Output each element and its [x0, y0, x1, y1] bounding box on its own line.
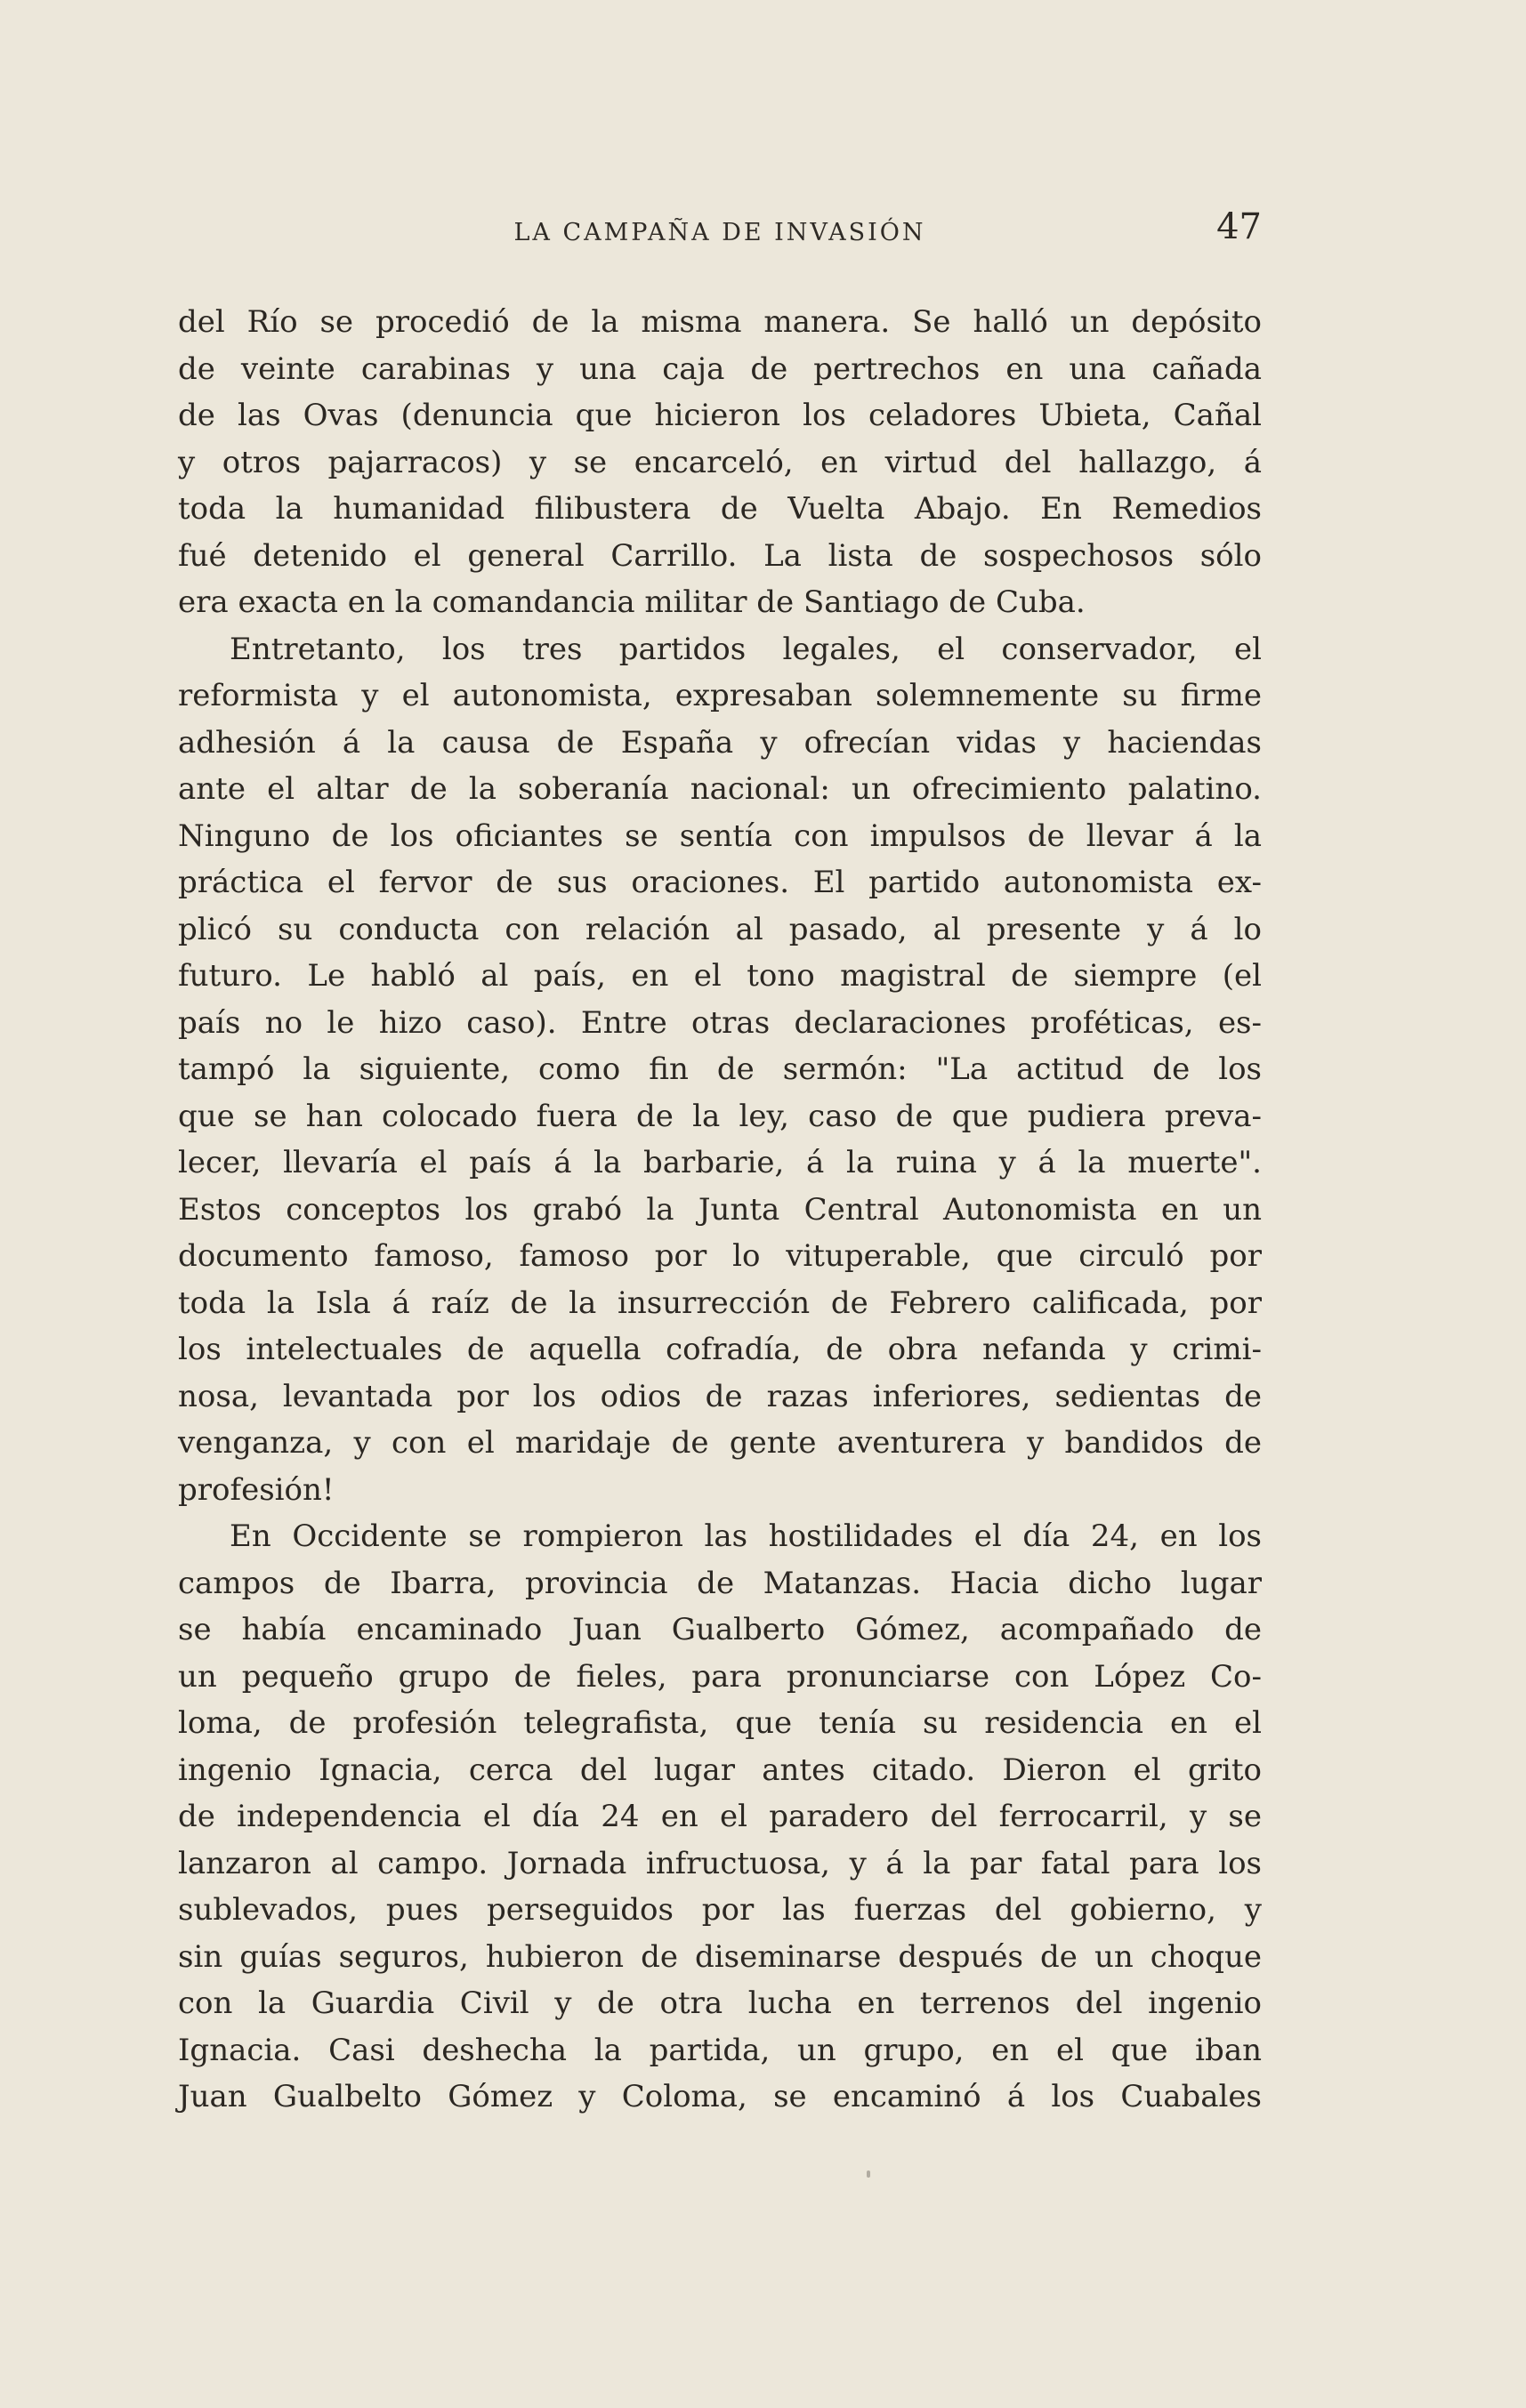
text-line: de las Ovas (denuncia que hicieron los celadores Ubieta, Cañal — [178, 398, 1262, 433]
text-line: Ignacia. Casi deshecha la partida, un grupo, en el que iban — [178, 2032, 1262, 2068]
paragraph — [178, 299, 1262, 626]
text-line: de veinte carabinas y una caja de pertrechos en una cañada — [178, 350, 1262, 387]
text-line: ingenio Ignacia, cerca del lugar antes citado. Dieron el grito — [178, 1752, 1262, 1788]
text-line: venganza, y con el maridaje de gente aventurera y bandidos de — [178, 1425, 1262, 1461]
paper-speck — [867, 2170, 870, 2178]
text-line: con la Guardia Civil y de otra lucha en terrenos del ingenio — [178, 1985, 1262, 2021]
text-line: que se han colocado fuera de la ley, caso de que pudiera preva- — [178, 1098, 1262, 1134]
text-line: lanzaron al campo. Jornada infructuosa, y á la par fatal para los — [178, 1845, 1262, 1881]
text-line: reformista y el autonomista, expresaban solemnemente su firme — [178, 678, 1262, 713]
text-line: Juan Gualbelto Gómez y Coloma, se encaminó á los Cuabales — [178, 2079, 1262, 2114]
page-number: 47 — [1216, 206, 1262, 247]
text-line: país no le hizo caso). Entre otras declaraciones proféticas, es- — [178, 1004, 1262, 1041]
text-line: era exacta en la comandancia militar de Santiago de Cuba. — [178, 584, 1086, 620]
page-header — [178, 206, 1262, 260]
paragraph — [178, 1513, 1262, 2121]
text-line: de independencia el día 24 en el paradero del ferrocarril, y se — [178, 1799, 1262, 1834]
text-line: fué detenido el general Carrillo. La lista de sospechosos sólo — [178, 537, 1262, 574]
body-text — [178, 299, 1262, 2121]
text-line: toda la Isla á raíz de la insurrección de Febrero calificada, por — [178, 1285, 1262, 1321]
text-line: documento famoso, famoso por lo vituperable, que circuló por — [178, 1238, 1262, 1274]
text-line: práctica el fervor de sus oraciones. El partido autonomista ex- — [178, 865, 1262, 900]
text-line: campos de Ibarra, provincia de Matanzas. Hacia dicho lugar — [178, 1565, 1262, 1601]
text-line: En Occidente se rompieron las hostilidades el día 24, en los — [230, 1518, 1262, 1554]
text-line: se había encaminado Juan Gualberto Gómez, acompañado de — [178, 1612, 1262, 1647]
text-line: lecer, llevaría el país á la barbarie, á la ruina y á la muerte". — [178, 1145, 1262, 1180]
text-line: nosa, levantada por los odios de razas inferiores, sedientas de — [178, 1378, 1262, 1414]
text-line: Estos conceptos los grabó la Junta Central Autonomista en un — [178, 1191, 1262, 1228]
text-line: loma, de profesión telegrafista, que tenía su residencia en el — [178, 1705, 1262, 1741]
text-line: adhesión á la causa de España y ofrecían vidas y haciendas — [178, 724, 1262, 761]
running-title: LA CAMPAÑA DE INVASIÓN — [513, 219, 926, 246]
text-line: sin guías seguros, hubieron de diseminarse después de un choque — [178, 1938, 1262, 1975]
text-line: los intelectuales de aquella cofradía, de obra nefanda y crimi- — [178, 1332, 1262, 1367]
text-line: sublevados, pues perseguidos por las fuerzas del gobierno, y — [178, 1892, 1262, 1928]
text-line: tampó la siguiente, como fin de sermón: "La actitud de los — [178, 1051, 1262, 1087]
text-line: futuro. Le habló al país, en el tono magistral de siempre (el — [178, 958, 1262, 994]
text-line: Entretanto, los tres partidos legales, el conservador, el — [230, 631, 1262, 667]
text-line: y otros pajarracos) y se encarceló, en virtud del hallazgo, á — [178, 444, 1262, 480]
text-line: un pequeño grupo de fieles, para pronunciarse con López Co- — [178, 1658, 1262, 1695]
text-line: toda la humanidad filibustera de Vuelta Abajo. En Remedios — [178, 491, 1262, 527]
text-line: plicó su conducta con relación al pasado, al presente y á lo — [178, 911, 1262, 947]
text-line: profesión! — [178, 1471, 335, 1508]
paragraph — [178, 626, 1262, 1514]
text-line: del Río se procedió de la misma manera. Se halló un depósito — [178, 304, 1262, 340]
text-line: Ninguno de los oficiantes se sentía con impulsos de llevar á la — [178, 817, 1262, 854]
text-line: ante el altar de la soberanía nacional: un ofrecimiento palatino. — [178, 771, 1262, 807]
